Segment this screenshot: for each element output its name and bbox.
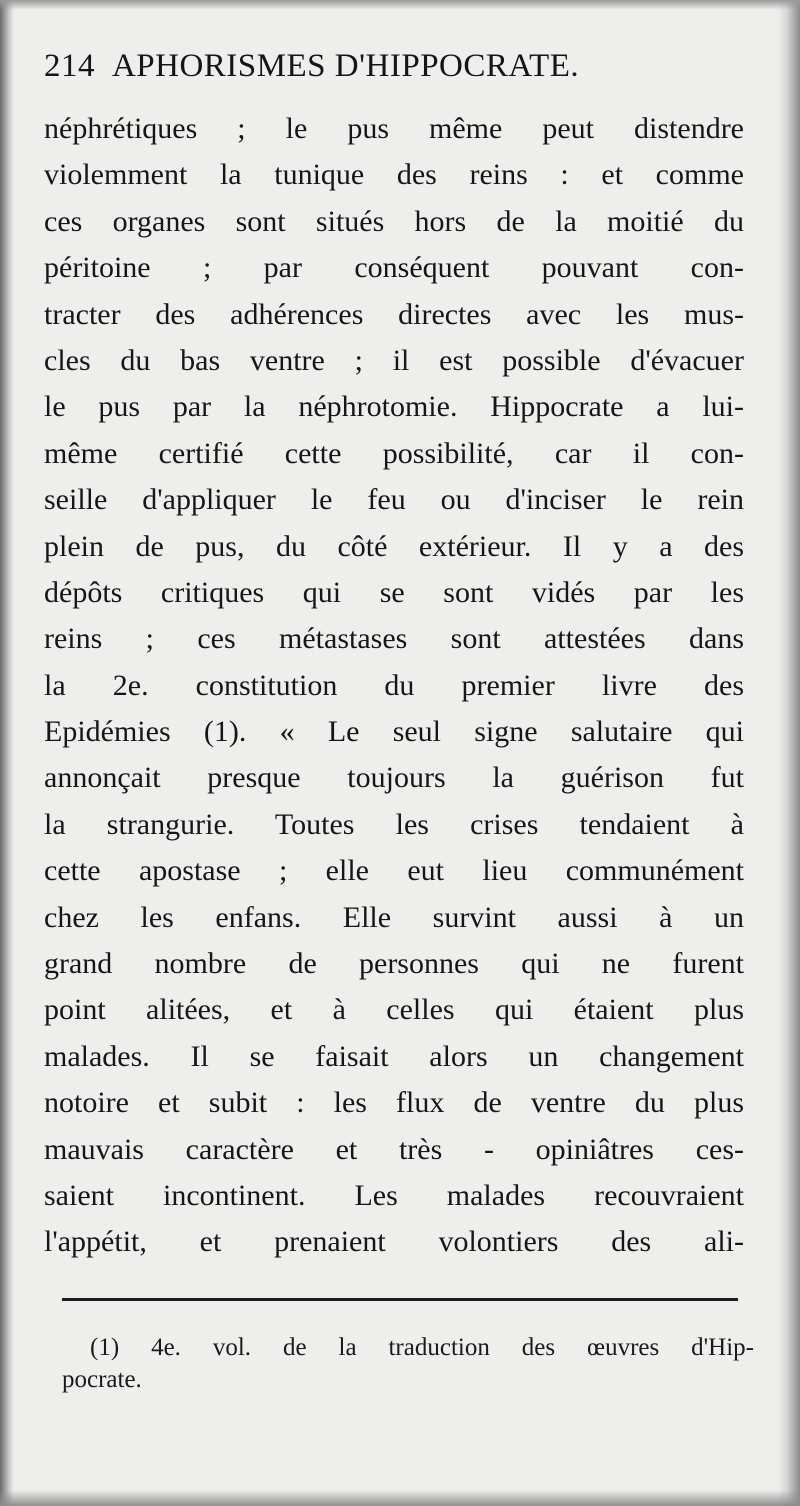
text-line: Epidémies (1). « Le seul signe salutaire qui xyxy=(44,715,744,749)
text-line: cles du bas ventre ; il est possible d'évacuer xyxy=(44,343,744,377)
footnote-divider xyxy=(62,1298,738,1301)
text-line: chez les enfans. Elle survint aussi à un xyxy=(44,900,744,934)
text-line: même certifié cette possibilité, car il con- xyxy=(44,436,744,470)
text-line: péritoine ; par conséquent pouvant con- xyxy=(44,251,744,285)
text-line: ces organes sont situés hors de la moitié du xyxy=(44,204,744,238)
text-line: la 2e. constitution du premier livre des xyxy=(44,668,744,702)
text-line: tracter des adhérences directes avec les mus- xyxy=(44,297,744,331)
page-number: 214 xyxy=(44,48,95,84)
text-line: annonçait presque toujours la guérison fut xyxy=(44,761,744,795)
text-line: dépôts critiques qui se sont vidés par les xyxy=(44,575,744,609)
running-header xyxy=(44,48,744,98)
running-title: APHORISMES D'HIPPOCRATE. xyxy=(111,48,580,84)
text-line: malades. Il se faisait alors un changement xyxy=(44,1039,744,1073)
text-line: plein de pus, du côté extérieur. Il y a des xyxy=(44,529,744,563)
text-line: seille d'appliquer le feu ou d'inciser le rein xyxy=(44,483,744,517)
text-line: néphrétiques ; le pus même peut distendre xyxy=(44,112,744,145)
main-text-block xyxy=(44,106,744,1266)
text-line: le pus par la néphrotomie. Hippocrate a lui- xyxy=(44,390,744,424)
page-edge-right xyxy=(778,0,800,1506)
text-line: cette apostase ; elle eut lieu communément xyxy=(44,854,744,888)
text-line: notoire et subit : les flux de ventre du plus xyxy=(44,1086,744,1120)
text-line: mauvais caractère et très - opiniâtres ces- xyxy=(44,1132,744,1166)
text-line: l'appétit, et prenaient volontiers des ali- xyxy=(44,1225,744,1259)
text-line: grand nombre de personnes qui ne furent xyxy=(44,947,744,981)
footnote-line: (1) 4e. vol. de la traduction des œuvres d'Hip- xyxy=(90,1334,754,1361)
page-edge-top xyxy=(0,0,800,10)
footnote xyxy=(62,1332,754,1396)
text-line: violemment la tunique des reins : et comme xyxy=(44,158,744,192)
text-line: saient incontinent. Les malades recouvraient xyxy=(44,1178,744,1212)
footnote-line: pocrate. xyxy=(62,1366,142,1393)
text-line: la strangurie. Toutes les crises tendaient à xyxy=(44,807,744,841)
text-line: reins ; ces métastases sont attestées dans xyxy=(44,622,744,656)
page-edge-bottom xyxy=(0,1490,800,1506)
text-line: point alitées, et à celles qui étaient plus xyxy=(44,993,744,1027)
page-edge-left xyxy=(0,0,14,1506)
